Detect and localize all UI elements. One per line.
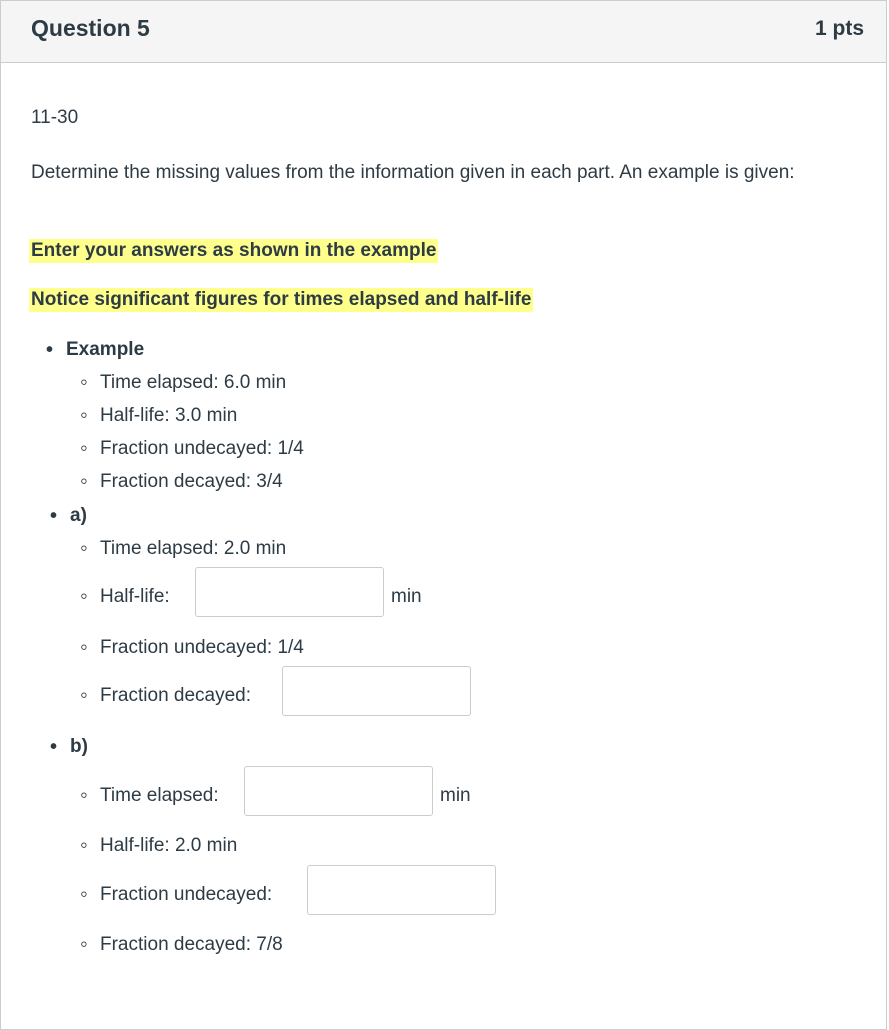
question-header: [1, 1, 886, 63]
part-b-half-life: ◦ Half-life: 2.0 min: [100, 835, 237, 857]
part-a-fraction-decayed-label: ◦ Fraction decayed:: [100, 685, 251, 707]
example-fraction-decayed: ◦ Fraction decayed: 3/4: [100, 471, 283, 493]
part-b-label: • b): [70, 736, 88, 758]
question-points: 1 pts: [814, 17, 864, 40]
part-b-time-elapsed-input[interactable]: [244, 766, 433, 816]
highlight-significant-figures: Notice significant figures for times elapsed and half-life: [31, 289, 532, 310]
part-b-time-elapsed-label: ◦ Time elapsed:: [100, 785, 219, 807]
part-a-label: • a): [70, 505, 87, 527]
question-title: Question 5: [31, 15, 150, 41]
example-half-life: ◦ Half-life: 3.0 min: [100, 405, 237, 427]
part-b-fraction-decayed: ◦ Fraction decayed: 7/8: [100, 934, 283, 956]
question-code: 11-30: [31, 107, 79, 128]
example-label: • Example: [66, 339, 144, 361]
part-a-time-elapsed: ◦ Time elapsed: 2.0 min: [100, 538, 286, 560]
part-b-fraction-undecayed-input[interactable]: [307, 865, 496, 915]
part-a-fraction-decayed-input[interactable]: [282, 666, 471, 716]
part-a-fraction-undecayed: ◦ Fraction undecayed: 1/4: [100, 637, 304, 659]
part-a-half-life-label: ◦ Half-life:: [100, 586, 170, 608]
example-time-elapsed: ◦ Time elapsed: 6.0 min: [100, 372, 286, 394]
part-a-half-life-input[interactable]: [195, 567, 384, 617]
question-instructions: Determine the missing values from the information given in each part. An example is given:: [31, 162, 795, 183]
part-b-time-elapsed-unit: min: [440, 785, 471, 806]
highlight-enter-answers: Enter your answers as shown in the example: [31, 240, 437, 261]
part-a-half-life-unit: min: [391, 586, 422, 607]
part-b-fraction-undecayed-label: ◦ Fraction undecayed:: [100, 884, 272, 906]
example-fraction-undecayed: ◦ Fraction undecayed: 1/4: [100, 438, 304, 460]
